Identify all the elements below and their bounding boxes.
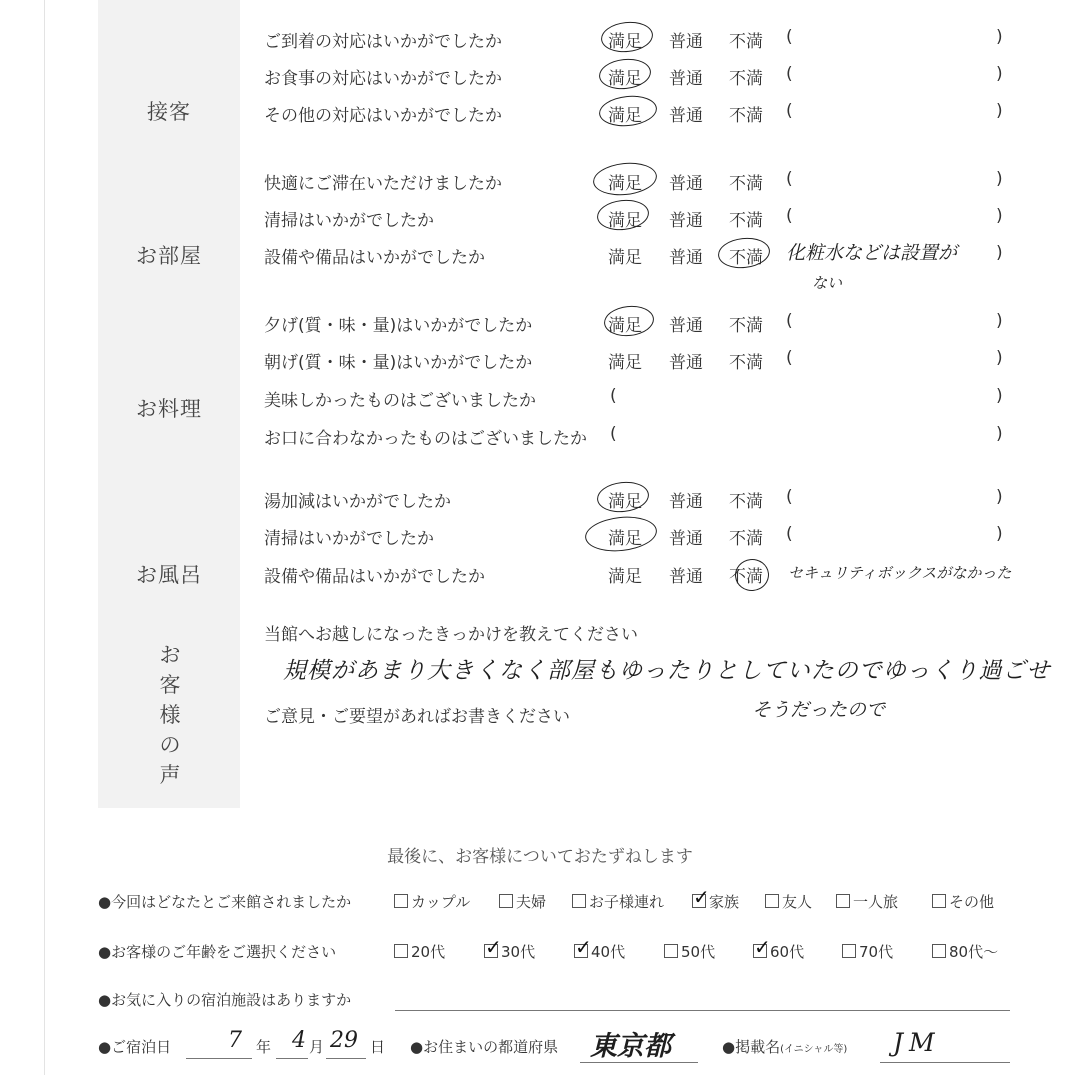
checkbox-label: カップル [411, 893, 471, 911]
companion-question: ●今回はどなたとご来館されましたか [98, 893, 352, 911]
option-bad[interactable]: 不満 [729, 248, 763, 268]
option-normal[interactable]: 普通 [669, 316, 703, 336]
option-bad[interactable]: 不満 [729, 567, 763, 587]
question-room-cleaning: 清掃はいかがでしたか [264, 211, 434, 231]
question-room-comfort: 快適にご滞在いただけましたか [264, 174, 502, 194]
favorite-question: ●お気に入りの宿泊施設はありますか [98, 991, 352, 1009]
check-mark-icon: ✓ [754, 935, 771, 959]
selection-circle [717, 235, 772, 270]
checkbox-box[interactable] [692, 885, 710, 909]
handwritten-voice-answer: 規模があまり大きくなく部屋もゆったりとしていたのでゆっくり過ごせ [283, 658, 1051, 684]
option-good[interactable]: 満足 [608, 211, 642, 231]
paren-close: ) [996, 386, 1003, 406]
checkbox-age[interactable] [932, 941, 998, 962]
paren-close: ) [996, 206, 1003, 226]
option-good[interactable]: 満足 [608, 248, 642, 268]
question-room-equipment: 設備や備品はいかがでしたか [264, 248, 485, 268]
stay-year-line [186, 1058, 252, 1059]
paren-open: ( [610, 386, 617, 406]
paren-open: ( [786, 64, 793, 84]
checkbox-label: 30代 [501, 943, 536, 961]
section-title-room: お部屋 [136, 244, 202, 268]
name-note: (イニシャル等) [780, 1044, 848, 1055]
year-unit: 年 [256, 1038, 272, 1056]
day-unit: 日 [370, 1038, 386, 1056]
checkbox-box[interactable] [394, 944, 408, 958]
voice-prompt-requests: ご意見・ご要望があればお書きください [264, 707, 570, 727]
paren-open: ( [610, 424, 617, 444]
stay-day-line [326, 1058, 366, 1059]
checkbox-label: 50代 [681, 943, 716, 961]
name-line [880, 1062, 1010, 1063]
question-bath-temperature: 湯加減はいかがでしたか [264, 492, 451, 512]
name-value[interactable]: JM [893, 1028, 941, 1057]
checkbox-box[interactable] [932, 894, 946, 908]
voice-title-char: お [159, 643, 181, 667]
name-label [722, 1036, 847, 1057]
paren-close: ) [996, 169, 1003, 189]
voice-title-char: の [159, 733, 181, 757]
option-good[interactable]: 満足 [608, 316, 642, 336]
checkbox-age[interactable] [394, 941, 445, 962]
check-mark-icon: ✓ [485, 935, 502, 959]
checkbox-companion[interactable] [932, 891, 994, 912]
checkbox-box[interactable] [572, 894, 586, 908]
stay-day-value[interactable]: 29 [330, 1028, 358, 1053]
option-good[interactable]: 満足 [608, 353, 642, 373]
checkbox-companion[interactable] [572, 891, 664, 912]
checkbox-companion[interactable] [836, 891, 898, 912]
checkbox-box[interactable] [574, 935, 592, 959]
option-normal[interactable]: 普通 [669, 492, 703, 512]
month-unit: 月 [309, 1038, 325, 1056]
checkbox-companion[interactable] [692, 885, 740, 912]
option-normal[interactable]: 普通 [669, 211, 703, 231]
voice-prompt-reason: 当館へお越しになったきっかけを教えてください [264, 625, 638, 645]
checkbox-label: その他 [949, 893, 995, 911]
voice-title-char: 客 [159, 673, 181, 697]
question-food-tasty: 美味しかったものはございましたか [264, 391, 536, 411]
stay-year-value[interactable]: 7 [228, 1028, 242, 1053]
option-normal[interactable]: 普通 [669, 69, 703, 89]
handwritten-bath-comment: セキュリティボックスがなかった [788, 564, 1012, 582]
option-normal[interactable]: 普通 [669, 106, 703, 126]
option-good[interactable]: 満足 [608, 32, 642, 52]
option-normal[interactable]: 普通 [669, 529, 703, 549]
checkbox-label: 夫婦 [516, 893, 547, 911]
checkbox-age[interactable] [664, 941, 715, 962]
selection-circle [598, 56, 653, 91]
option-normal[interactable]: 普通 [669, 174, 703, 194]
checkbox-box[interactable] [484, 935, 502, 959]
option-bad[interactable]: 不満 [729, 174, 763, 194]
question-food-dinner: 夕げ(質・味・量)はいかがでしたか [264, 316, 533, 336]
checkbox-age[interactable] [753, 935, 805, 962]
handwritten-room-comment-cont: ない [812, 274, 843, 292]
stay-month-line [276, 1058, 308, 1059]
prefecture-label: ●お住まいの都道府県 [410, 1038, 559, 1056]
checkbox-box[interactable] [836, 894, 850, 908]
checkbox-label: 80代〜 [949, 943, 999, 961]
option-normal[interactable]: 普通 [669, 353, 703, 373]
option-good[interactable]: 満足 [608, 106, 642, 126]
favorite-answer-line[interactable] [395, 1010, 1010, 1011]
paren-open: ( [786, 487, 793, 507]
section-title-bath: お風呂 [136, 563, 202, 587]
paren-close: ) [996, 348, 1003, 368]
option-bad[interactable]: 不満 [729, 32, 763, 52]
voice-title-char: 声 [159, 763, 181, 787]
checkbox-label: 40代 [591, 943, 626, 961]
option-normal[interactable]: 普通 [669, 248, 703, 268]
checkbox-age[interactable] [842, 941, 893, 962]
checkbox-companion[interactable] [499, 891, 546, 912]
paren-close: ) [996, 243, 1003, 263]
check-mark-icon: ✓ [693, 885, 710, 909]
selection-circle [583, 513, 658, 554]
option-good[interactable]: 満足 [608, 174, 642, 194]
paren-close: ) [996, 424, 1003, 444]
option-bad[interactable]: 不満 [729, 211, 763, 231]
stay-month-value[interactable]: 4 [292, 1028, 306, 1053]
checkbox-box[interactable] [664, 944, 678, 958]
selection-circle [598, 93, 659, 129]
paren-open: ( [786, 524, 793, 544]
voice-title-char: 様 [159, 703, 181, 727]
paren-close: ) [996, 524, 1003, 544]
checkbox-box[interactable] [394, 894, 408, 908]
checkbox-age[interactable] [574, 935, 626, 962]
question-reception-meal: お食事の対応はいかがでしたか [264, 69, 502, 89]
check-mark-icon: ✓ [575, 935, 592, 959]
frame-left-line [44, 0, 45, 1075]
checkbox-box[interactable] [932, 944, 946, 958]
checkbox-box[interactable] [499, 894, 513, 908]
checkbox-label: 一人旅 [853, 893, 899, 911]
question-reception-other: その他の対応はいかがでしたか [264, 106, 502, 126]
checkbox-label: 70代 [859, 943, 894, 961]
stay-date-label: ●ご宿泊日 [98, 1038, 172, 1056]
paren-open: ( [786, 206, 793, 226]
paren-open: ( [786, 348, 793, 368]
selection-circle [596, 479, 651, 514]
option-good[interactable]: 満足 [608, 529, 642, 549]
paren-open: ( [786, 27, 793, 47]
option-good[interactable]: 満足 [608, 492, 642, 512]
checkbox-label: 家族 [709, 893, 740, 911]
option-bad[interactable]: 不満 [729, 529, 763, 549]
section-title-reception: 接客 [147, 100, 191, 124]
paren-open: ( [786, 169, 793, 189]
option-bad[interactable]: 不満 [729, 69, 763, 89]
checkbox-box[interactable] [842, 944, 856, 958]
section-title-voice [155, 640, 185, 790]
customer-heading: 最後に、お客様についておたずねします [387, 847, 693, 867]
option-good[interactable]: 満足 [608, 567, 642, 587]
option-bad[interactable]: 不満 [729, 353, 763, 373]
checkbox-label: 友人 [782, 893, 813, 911]
prefecture-line [580, 1062, 698, 1063]
paren-close: ) [996, 64, 1003, 84]
option-normal[interactable]: 普通 [669, 567, 703, 587]
paren-close: ) [996, 311, 1003, 331]
handwritten-room-comment: 化粧水などは設置が [786, 242, 958, 264]
checkbox-label: 20代 [411, 943, 446, 961]
question-bath-equipment: 設備や備品はいかがでしたか [264, 567, 485, 587]
question-food-disliked: お口に合わなかったものはございましたか [264, 429, 587, 449]
section-title-food: お料理 [136, 397, 202, 421]
paren-open: ( [786, 311, 793, 331]
checkbox-label: 60代 [770, 943, 805, 961]
paren-close: ) [996, 487, 1003, 507]
checkbox-age[interactable] [484, 935, 536, 962]
option-bad[interactable]: 不満 [729, 106, 763, 126]
handwritten-voice-answer-cont: そうだったので [752, 699, 886, 721]
option-normal[interactable]: 普通 [669, 32, 703, 52]
prefecture-value[interactable]: 東京都 [590, 1031, 671, 1062]
checkbox-companion[interactable] [765, 891, 812, 912]
paren-open: ( [786, 101, 793, 121]
checkbox-companion[interactable] [394, 891, 470, 912]
option-good[interactable]: 満足 [608, 69, 642, 89]
option-bad[interactable]: 不満 [729, 316, 763, 336]
name-label-text: ●掲載名 [722, 1038, 781, 1056]
age-question: ●お客様のご年齢をご選択ください [98, 943, 337, 961]
paren-close: ) [996, 101, 1003, 121]
question-bath-cleaning: 清掃はいかがでしたか [264, 529, 434, 549]
checkbox-box[interactable] [753, 935, 771, 959]
checkbox-box[interactable] [765, 894, 779, 908]
question-reception-arrival: ご到着の対応はいかがでしたか [264, 32, 502, 52]
selection-circle [592, 160, 659, 199]
paren-close: ) [996, 27, 1003, 47]
question-food-breakfast: 朝げ(質・味・量)はいかがでしたか [264, 353, 533, 373]
option-bad[interactable]: 不満 [729, 492, 763, 512]
checkbox-label: お子様連れ [589, 893, 665, 911]
selection-circle [596, 197, 651, 232]
